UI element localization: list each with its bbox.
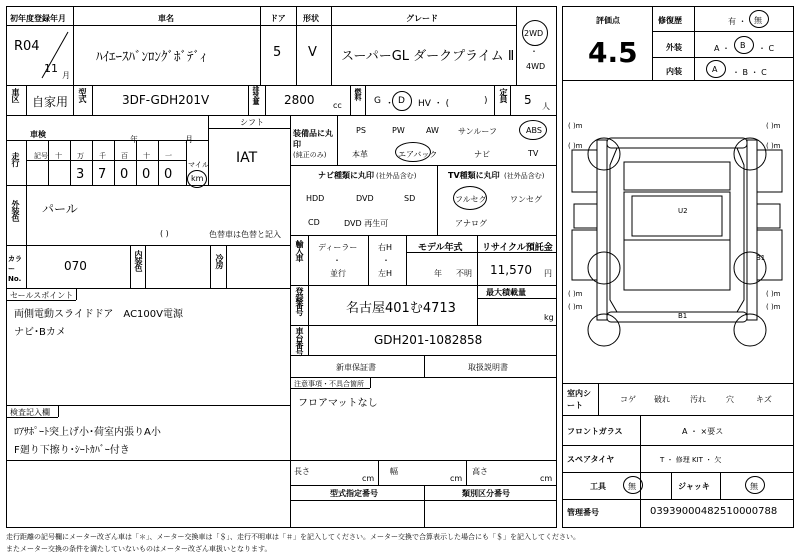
shaken-year-unit: 年 [130, 135, 138, 144]
inspector-label: 検査記入欄 [10, 408, 50, 417]
yen-unit: 円 [544, 269, 552, 278]
color-label: 外装色 [11, 200, 20, 221]
tv-item-1: ワンセグ [510, 195, 542, 204]
exterior-label: 外装 [666, 43, 682, 52]
digit-label-3: 百 [121, 152, 128, 160]
tv-item-r2-0: アナログ [455, 219, 487, 228]
sales-points-label: セールスポイント [10, 291, 74, 300]
import-label: 輸入車 [295, 240, 304, 261]
abs-circle [519, 120, 547, 140]
color-paren: ( ) [160, 229, 169, 238]
fuel-label: 燃料 [354, 88, 362, 100]
grade-value: スーパーGL ダークプライム Ⅱ [341, 49, 515, 64]
seat-item-1: 破れ [654, 395, 670, 404]
drive-dot: ・ [530, 47, 538, 56]
jack-label: ジャッキ [678, 482, 710, 491]
equipment-item-r2-2: ナビ [474, 150, 490, 159]
recycle-label: リサイクル預託金 [482, 243, 553, 253]
mgmt-value: 03939000482510000788 [650, 506, 778, 517]
tv-item-0: フルセグ [455, 195, 487, 204]
equipment-item-r2-3: TV [528, 149, 539, 158]
right-h: 右H [378, 243, 393, 252]
scale-mark-7: ( )m [568, 303, 583, 311]
scale-mark-3: ( )m [568, 142, 583, 150]
displacement-value: 2800 [284, 93, 315, 107]
left-h: 左H [378, 269, 393, 278]
spare-value: T ・ 修理 KIT ・ 欠 [660, 456, 722, 464]
equipment-item-2: AW [426, 126, 439, 135]
mile-label: マイル [188, 161, 209, 169]
first-reg-year: R04 [14, 39, 40, 54]
color-no-label: カラーNo. [8, 255, 22, 283]
interior-label: 内装 [666, 67, 682, 76]
shaken-month-unit: 月 [185, 135, 193, 144]
registration-label: 登録番号 [295, 287, 304, 315]
notes-label: 注意事項・不具合箇所 [294, 380, 364, 388]
capacity-value: 5 [524, 93, 532, 107]
exterior-b: B [740, 41, 746, 50]
cooler-label: 冷房 [215, 254, 224, 268]
shape-value: V [308, 45, 317, 60]
color-note: 色替車は色替と記入 [209, 230, 281, 239]
car-name-label: 車名 [158, 14, 174, 23]
hand-dot: ・ [382, 256, 390, 265]
navi-label: ナビ種類に丸印 [318, 171, 374, 180]
navi-item-2: SD [404, 194, 416, 203]
fullseg-circle [453, 186, 487, 210]
drive-4wd: 4WD [526, 62, 546, 71]
mgmt-label: 管理番号 [567, 508, 599, 517]
tools-label: 工具 [590, 482, 606, 491]
sales-point-line2: ナビ･Bカメ [14, 327, 66, 338]
model-year-unknown: 不明 [456, 269, 472, 278]
sales-point-line1: 両側電動スライドドア AC100V電源 [14, 309, 183, 320]
first-reg-month: 11 [44, 62, 58, 75]
model-year-unit: 年 [434, 269, 442, 278]
door-value: 5 [273, 45, 282, 60]
scale-mark-6: ( )m [766, 290, 781, 298]
footer-line1: 走行距離の記号欄にメーター改ざん車は「＊」、メーター交換車は「＄」、走行不明車は「＃」を記入してください。メーター交換で合算表示した場合にも「＄」を記入してください。 [6, 533, 580, 541]
tv-sub-label: (社外品含む) [504, 172, 545, 180]
notes-line1: フロアマットなし [298, 398, 378, 409]
scale-mark-2: ( )m [766, 122, 781, 130]
mileage-digit-4: 0 [142, 167, 151, 182]
car-body-diagram [562, 80, 794, 380]
repair-label: 修復歴 [658, 16, 682, 25]
car-name-value: ﾊｲｴｰｽﾊﾞﾝﾛﾝｸﾞﾎﾞﾃﾞｨ [96, 50, 207, 65]
navi-item-0: HDD [306, 194, 325, 203]
tools-value: 無 [628, 482, 636, 491]
chassis-label: 車台番号 [295, 327, 304, 355]
navi-item-1: DVD [356, 194, 374, 203]
interior-a: A [712, 65, 718, 74]
spare-label: スペアタイヤ [567, 455, 615, 464]
shaken-label: 車検 [30, 130, 46, 139]
glass-label: フロントガラス [567, 427, 623, 436]
footer-line2: またメーター交換の条件を満たしていないものはメーター改ざん車扱いとなります。 [6, 545, 272, 553]
width-label: 幅 [390, 467, 398, 476]
digit-label-4: 十 [143, 152, 150, 160]
mileage-digit-1: 3 [76, 167, 85, 182]
new-car-warranty-label: 新車保証書 [336, 363, 376, 372]
fuel-dot: ・ [385, 99, 395, 109]
tv-label: TV種類に丸印 [448, 171, 500, 180]
exterior-a: A ・ [714, 44, 731, 53]
mileage-digit-3: 0 [120, 167, 129, 182]
digit-label-5: 一 [165, 152, 172, 160]
grade-label: グレード [406, 14, 438, 23]
mileage-label: 走行 [11, 152, 20, 166]
import-parallel: 並行 [330, 269, 346, 278]
diagram-label-u2: U2 [678, 207, 688, 215]
import-dot: ・ [333, 256, 341, 265]
equipment-item-1: PW [392, 126, 405, 135]
km-label: km [191, 174, 204, 183]
recycle-value: 11,570 [490, 263, 532, 277]
fuel-close: ) [484, 96, 488, 106]
displacement-label: 排気量 [252, 86, 260, 104]
max-load-label: 最大積載量 [486, 288, 526, 297]
seat-item-2: 汚れ [690, 395, 706, 404]
equipment-item-3: サンルーフ [458, 127, 497, 136]
color-no-value: 070 [64, 259, 87, 273]
exterior-c: ・ C [758, 44, 775, 53]
digit-label-0: 十 [55, 152, 62, 160]
fuel-d: D [398, 96, 405, 106]
cc-unit: cc [333, 101, 342, 110]
color-value: パール [42, 202, 78, 216]
equipment-item-r2-1: エアバック [398, 150, 438, 159]
repair-yes: 有 ・ [728, 17, 747, 26]
equipment-sub-label: (純正のみ) [293, 151, 327, 159]
length-unit: cm [362, 474, 375, 483]
equipment-item-0: PS [356, 126, 366, 135]
door-label: ドア [270, 14, 286, 23]
navi-item-r2-1: DVD 再生可 [344, 219, 389, 228]
seat-item-3: 穴 [726, 395, 734, 404]
type-designation-label: 型式指定番号 [330, 489, 378, 498]
equipment-label: 装備品に丸印 [293, 129, 333, 149]
seat-item-4: キズ [756, 395, 772, 404]
width-unit: cm [450, 474, 463, 483]
height-unit: cm [540, 474, 553, 483]
manual-label: 取扱説明書 [468, 363, 508, 372]
navi-sub-label: (社外品含む) [376, 172, 417, 180]
month-unit: 月 [62, 71, 70, 80]
diagram-label-b1-bottom: B1 [678, 312, 688, 320]
model-label: 型式 [78, 88, 87, 102]
score-label: 評価点 [596, 16, 620, 25]
model-year-label: モデル年式 [418, 243, 463, 253]
inspector-line2: F廻り下擦り･ｼｰﾄｶﾊﾞｰ付き [14, 445, 130, 456]
shape-label: 形状 [303, 14, 319, 23]
scale-mark-4: ( )m [766, 142, 781, 150]
digit-label-2: 千 [99, 152, 106, 160]
kg-unit: kg [544, 313, 554, 322]
length-label: 長さ [294, 467, 310, 476]
kubun-label: 車区 [11, 88, 20, 102]
capacity-label: 定員 [499, 88, 508, 102]
interior-color-label: 内装色 [134, 250, 143, 271]
diagram-label-b1-right: B1 [756, 254, 766, 262]
shift-label: シフト [240, 118, 264, 127]
equipment-item-r2-0: 本革 [352, 150, 368, 159]
repair-no: 無 [754, 16, 762, 25]
navi-item-r2-0: CD [308, 218, 320, 227]
score-value: 4.5 [588, 36, 638, 69]
kubun-value: 自家用 [32, 95, 69, 109]
interior-b: ・ B ・ C [732, 68, 767, 77]
jack-value: 無 [750, 482, 758, 491]
seat-label: 室内シート [567, 389, 591, 410]
scale-mark-1: ( )m [568, 122, 583, 130]
seat-item-0: コゲ [620, 395, 636, 404]
chassis-value: GDH201-1082858 [374, 333, 483, 347]
airbag-circle [395, 142, 431, 162]
inspector-line1: ﾛｱｻﾎﾟｰﾄ突上げ小･荷室内張りA小 [14, 427, 161, 438]
scale-mark-5: ( )m [568, 290, 583, 298]
person-unit: 人 [542, 102, 550, 111]
mileage-digit-2: 7 [98, 167, 107, 182]
first-reg-label: 初年度登録年月 [10, 14, 66, 23]
category-label: 類別区分番号 [462, 489, 510, 498]
registration-value: 名古屋401む4713 [346, 301, 456, 316]
digit-label-1: 万 [77, 152, 84, 160]
scale-mark-8: ( )m [766, 303, 781, 311]
shift-value: IAT [236, 150, 258, 166]
mileage-symbol-label: 記号 [34, 152, 48, 160]
fuel-hv: HV ・ ( [418, 99, 450, 109]
fuel-g: G [374, 96, 381, 106]
model-value: 3DF-GDH201V [122, 93, 210, 107]
height-label: 高さ [472, 467, 488, 476]
drive-2wd: 2WD [524, 29, 544, 38]
glass-value: A ・ ×要ス [682, 427, 724, 436]
import-dealer: ディーラー [318, 243, 358, 252]
mileage-digit-5: 0 [164, 167, 173, 182]
equipment-item-4: ABS [526, 126, 542, 135]
